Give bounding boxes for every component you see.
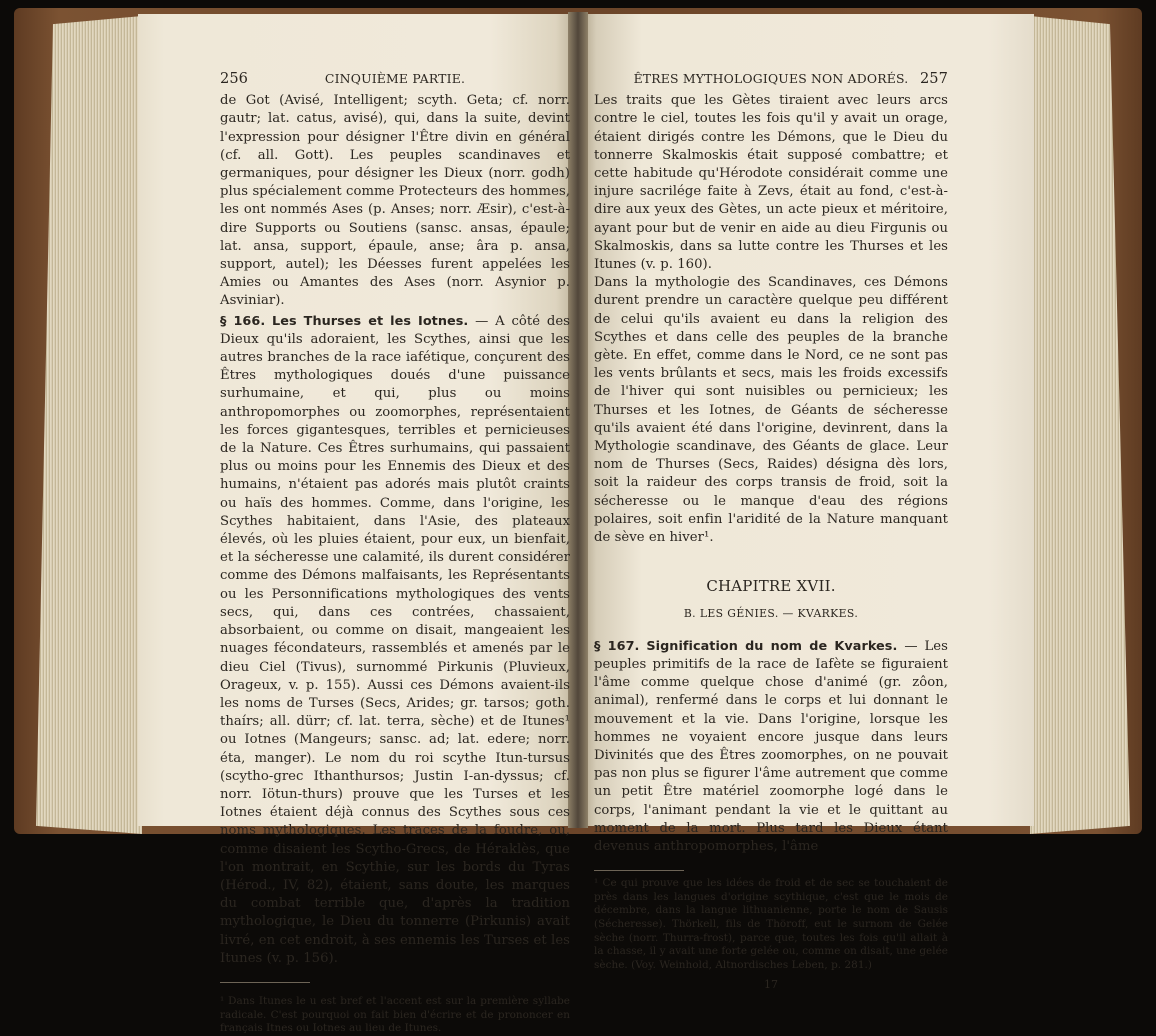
book-gutter	[568, 12, 588, 828]
right-page-text	[594, 70, 948, 994]
left-header	[220, 70, 570, 88]
left-footnote: ¹ Dans Itunes le u est bref et l'accent est sur la première syllabe radicale. C'est pourquoi on fait bien d'écrire et de prononcer en français Itnes ou Iotnes au lieu de Itunes.	[220, 994, 570, 1035]
section-166-number: § 166.	[220, 313, 266, 329]
right-footnote-rule	[594, 870, 684, 871]
section-167	[594, 638, 948, 856]
right-footnote: ¹ Ce qui prouve que les idées de froid et de sec se touchaient de près dans les langues d'origine scythique, c'est que le mois de décembre, dans la langue lithuanienne, porte le nom de Sausis (Sécheresse). Thörkell, fils de Thöroff, eut le surnom de Gelée sèche (norr. Thurra-frost), parce que, toutes les fois qu'il allait à la chasse, il y avait une forte gelée ou, comme on disait, une gelée sèche. (Voy. Weinhold, Altnordisches Leben, p. 281.)	[594, 877, 948, 971]
left-page-text	[220, 70, 570, 1036]
right-paragraph-2: Dans la mythologie des Scandinaves, ces Démons durent prendre un caractère quelque peu différent de celui qu'ils avaient eu dans la religion des Scythes et dans celle des peuples de la branche gète. En effet, comme dans le Nord, ce ne sont pas les vents brûlants et secs, mais les froids excessifs de l'hiver qui sont nuisibles ou pernicieux; les Thurses et les Iotnes, de Géants de sécheresse qu'ils avaient été dans l'origine, devinrent, dans la Mythologie scandinave, des Géants de glace. Leur nom de Thurses (Secs, Raides) désigna dès lors, soit la raideur des corps transis de froid, soit la sécheresse ou le manque d'eau des régions polaires, soit enfin l'aridité de la Nature manquant de sève en hiver¹.	[594, 275, 948, 546]
chapter-subheading: B. LES GÉNIES. — KVARKES.	[683, 607, 859, 621]
chapter-heading: CHAPITRE XVII.	[706, 577, 836, 596]
right-running-head: ÊTRES MYTHOLOGIQUES NON ADORÉS.	[633, 71, 909, 86]
left-running-head: CINQUIÈME PARTIE.	[324, 71, 466, 86]
section-166-text: — A côté des Dieux qu'ils adoraient, les Scythes, ainsi que les autres branches de la race iafétique, conçurent des Êtres mythologiques doués d'une puissance surhumaine, et qui, plus ou moins anthropomorphes ou zoomorphes, représentaient les forces gigantesques, terribles et pernicieuses de la Nature. Ces Êtres surhumains, qui passaient plus ou moins pour les Ennemis des Dieux et des humains, n'étaient pas adorés mais plutôt craints ou haïs des hommes. Comme, dans l'origine, les Scythes habitaient, dans l'Asie, des plateaux élevés, où les pluies étaient, pour eux, un bienfait, et la sécheresse une calamité, ils durent considérer comme des Démons malfaisants, les Représentants ou les Personnifications mythologiques des vents secs, qui, dans ces contrées, chassaient, absorbaient, ou comme on disait, mangeaient les nuages fécondateurs, rassemblés et amenés par le dieu Ciel (Tivus), surnommé Pirkunis (Pluvieux, Orageux, v. p. 155). Aussi ces Démons avaient-ils les noms de Turses (Secs, Arides; gr. tarsos; goth. thaírs; all. dürr; cf. lat. terra, sèche) et de Itunes¹ ou Iotnes (Mangeurs; sansc. ad; lat. edere; norr. éta, manger). Le nom du roi scythe Itun-tursus (scytho-grec Ithanthursos; Justin I-an-dyssus; cf. norr. Iötun-thurs) prouve que les Turses et les Iotnes étaient déjà connus des Scythes sous ces noms mythologiques. Les traces de la foudre, ou, comme disaient les Scytho-Grecs, de Héraklès, que l'on montrait, en Scythie, sur les bords du Tyras (Hérod., IV, 82), étaient, sans doute, les marques du combat terrible que, d'après la tradition mythologique, le Dieu du tonnerre (Pirkunis) avait livré, en cet endroit, à ses ennemis les Turses et les Itunes (v. p. 156).	[220, 313, 570, 966]
right-page-number: 257	[919, 70, 948, 87]
section-167-title: Signification du nom de Kvarkes.	[646, 638, 898, 654]
section-167-text: — Les peuples primitifs de la race de Iafète se figuraient l'âme comme quelque chose d'animé (gr. zôon, animal), renfermé dans le corps et lui donnant le mouvement et la vie. Dans l'origine, lorsque les hommes ne voyaient encore jusque dans leurs Divinités que des Êtres zoomorphes, on ne pouvait pas non plus se figurer l'âme autrement que comme un petit Être matériel zoomorphe logé dans le corps, l'animant pendant la vie et le quittant au moment de la mort. Plus tard les Dieux étant devenus anthropomorphes, l'âme	[594, 638, 948, 854]
signature-mark: 17	[763, 978, 779, 992]
right-header	[594, 70, 948, 88]
right-paragraph-1: Les traits que les Gètes tiraient avec leurs arcs contre le ciel, toutes les fois qu'il y avait un orage, étaient dirigés contre les Démons, que le Dieu du tonnerre Skalmoskis était supposé combattre; et cette habitude qu'Hérodote considérait comme une injure sacrilége faite à Zevs, était au fond, c'est-à-dire aux yeux des Gètes, un acte pieux et méritoire, ayant pour but de venir en aide au dieu Firgunis ou Skalmoskis, dans sa lutte contre les Thurses et les Itunes (v. p. 160).	[594, 93, 948, 273]
section-167-number: § 167.	[594, 638, 640, 654]
section-166	[220, 313, 570, 968]
left-paragraph-1: de Got (Avisé, Intelligent; scyth. Geta; cf. norr. gautr; lat. catus, avisé), qui, dans la suite, devint l'expression pour désigner l'Être divin en général (cf. all. Gott). Les peuples scandinaves et germaniques, pour désigner les Dieux (norr. godh) plus spécialement comme Protecteurs des hommes, les ont nommés Ases (p. Anses; norr. Æsir), c'est-à-dire Supports ou Soutiens (sansc. ansas, épaule; lat. ansa, support, épaule, anse; âra p. ansa, support, autel); les Déesses furent appelées les Amies ou Amantes des Ases (norr. Asynior p. Asviniar).	[220, 93, 570, 309]
left-footnote-rule	[220, 982, 310, 983]
left-page-number: 256	[220, 70, 249, 87]
page-edges-left	[36, 16, 142, 834]
section-166-title: Les Thurses et les Iotnes.	[272, 313, 469, 329]
